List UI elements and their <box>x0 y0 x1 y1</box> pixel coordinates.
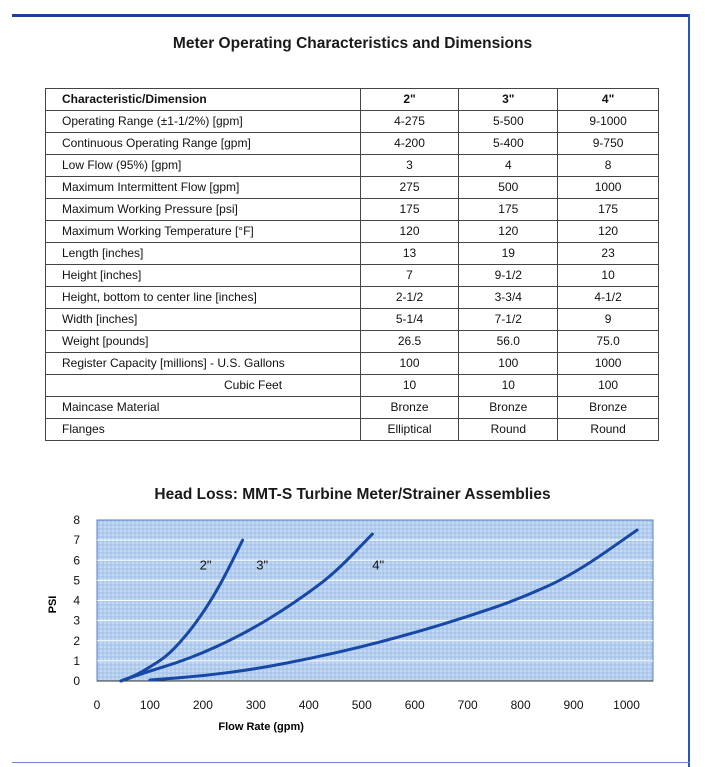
table-row <box>46 111 659 133</box>
cell-3-inch: Bronze <box>459 397 558 419</box>
cell-3-inch: 9-1/2 <box>459 265 558 287</box>
table-row <box>46 309 659 331</box>
cell-2-inch: 120 <box>360 221 459 243</box>
table-row <box>46 133 659 155</box>
cell-3-inch: 120 <box>459 221 558 243</box>
cell-4-inch: 175 <box>558 199 659 221</box>
cell-2-inch: 26.5 <box>360 331 459 353</box>
x-tick-label: 800 <box>510 698 531 712</box>
table-row <box>46 353 659 375</box>
y-tick-label: 6 <box>73 553 80 568</box>
y-tick-label: 1 <box>73 653 80 668</box>
cell-3-inch: 5-500 <box>459 111 558 133</box>
cell-2-inch: 275 <box>360 177 459 199</box>
row-label: Flanges <box>46 419 361 441</box>
row-label: Maincase Material <box>46 397 361 419</box>
x-tick-label: 0 <box>93 698 101 712</box>
row-label: Maximum Intermittent Flow [gpm] <box>46 177 361 199</box>
table-title: Meter Operating Characteristics and Dimensions <box>172 35 533 52</box>
header-2-inch: 2" <box>360 89 459 111</box>
table-row <box>46 331 659 353</box>
row-label: Continuous Operating Range [gpm] <box>46 133 361 155</box>
cell-4-inch: 120 <box>558 221 659 243</box>
x-tick-label: 200 <box>192 698 213 712</box>
cell-3-inch: 19 <box>459 243 558 265</box>
row-label: Cubic Feet <box>46 375 361 397</box>
y-tick-label: 8 <box>73 513 80 527</box>
table-row <box>46 375 659 397</box>
cell-4-inch: 75.0 <box>558 331 659 353</box>
cell-3-inch: 100 <box>459 353 558 375</box>
cell-2-inch: 10 <box>360 375 459 397</box>
header-4-inch: 4" <box>558 89 659 111</box>
cell-2-inch: 175 <box>360 199 459 221</box>
series-label: 2" <box>199 557 212 573</box>
cell-3-inch: 56.0 <box>459 331 558 353</box>
y-axis-label: PSI <box>47 595 59 614</box>
cell-4-inch: 4-1/2 <box>558 287 659 309</box>
specifications-table <box>45 88 659 441</box>
y-tick-label: 4 <box>73 593 80 608</box>
cell-3-inch: 175 <box>459 199 558 221</box>
table-row <box>46 287 659 309</box>
cell-3-inch: 4 <box>459 155 558 177</box>
table-row <box>46 155 659 177</box>
x-tick-label: 900 <box>563 698 584 712</box>
cell-4-inch: 9-750 <box>558 133 659 155</box>
x-tick-label: 1000 <box>613 698 640 712</box>
cell-3-inch: 7-1/2 <box>459 309 558 331</box>
table-row <box>46 243 659 265</box>
cell-2-inch: 100 <box>360 353 459 375</box>
bottom-border <box>12 762 690 763</box>
cell-3-inch: 3-3/4 <box>459 287 558 309</box>
row-label: Width [inches] <box>46 309 361 331</box>
cell-3-inch: Round <box>459 419 558 441</box>
cell-4-inch: 8 <box>558 155 659 177</box>
row-label: Weight [pounds] <box>46 331 361 353</box>
cell-2-inch: 5-1/4 <box>360 309 459 331</box>
x-tick-label: 400 <box>298 698 319 712</box>
y-tick-label: 3 <box>73 613 80 628</box>
x-tick-label: 500 <box>351 698 372 712</box>
y-tick-label: 7 <box>73 533 80 548</box>
cell-4-inch: 9 <box>558 309 659 331</box>
x-tick-label: 600 <box>404 698 425 712</box>
head-loss-chart <box>40 510 680 740</box>
cell-4-inch: 10 <box>558 265 659 287</box>
row-label: Operating Range (±1-1/2%) [gpm] <box>46 111 361 133</box>
x-axis-label: Flow Rate (gpm) <box>218 721 304 733</box>
row-label: Height [inches] <box>46 265 361 287</box>
row-label: Maximum Working Temperature [°F] <box>46 221 361 243</box>
row-label: Low Flow (95%) [gpm] <box>46 155 361 177</box>
row-label: Maximum Working Pressure [psi] <box>46 199 361 221</box>
x-tick-labels <box>94 698 641 712</box>
right-border <box>688 14 690 767</box>
table-row <box>46 265 659 287</box>
row-label: Height, bottom to center line [inches] <box>46 287 361 309</box>
cell-2-inch: 7 <box>360 265 459 287</box>
y-tick-label: 0 <box>73 674 80 688</box>
chart-title: Head Loss: MMT-S Turbine Meter/Strainer Assemblies <box>154 486 551 503</box>
cell-4-inch: 100 <box>558 375 659 397</box>
x-tick-label: 700 <box>457 698 478 712</box>
series-label: 4" <box>372 557 385 573</box>
row-label: Length [inches] <box>46 243 361 265</box>
x-tick-label: 100 <box>139 698 160 712</box>
cell-3-inch: 10 <box>459 375 558 397</box>
cell-3-inch: 5-400 <box>459 133 558 155</box>
row-label: Register Capacity [millions] - U.S. Gallons <box>46 353 361 375</box>
cell-2-inch: 3 <box>360 155 459 177</box>
cell-2-inch: 13 <box>360 243 459 265</box>
top-border <box>12 14 690 17</box>
cell-4-inch: Bronze <box>558 397 659 419</box>
cell-4-inch: 9-1000 <box>558 111 659 133</box>
table-header-row <box>46 89 659 111</box>
table-row <box>46 419 659 441</box>
series-label: 3" <box>256 557 269 573</box>
cell-4-inch: 1000 <box>558 353 659 375</box>
cell-2-inch: Bronze <box>360 397 459 419</box>
table-row <box>46 199 659 221</box>
table-row <box>46 397 659 419</box>
cell-3-inch: 500 <box>459 177 558 199</box>
y-tick-labels <box>73 513 80 688</box>
cell-4-inch: Round <box>558 419 659 441</box>
cell-2-inch: 2-1/2 <box>360 287 459 309</box>
cell-2-inch: 4-200 <box>360 133 459 155</box>
x-tick-label: 300 <box>245 698 266 712</box>
table-row <box>46 177 659 199</box>
y-tick-label: 2 <box>73 633 80 648</box>
cell-4-inch: 23 <box>558 243 659 265</box>
header-characteristic: Characteristic/Dimension <box>46 89 361 111</box>
cell-2-inch: 4-275 <box>360 111 459 133</box>
cell-4-inch: 1000 <box>558 177 659 199</box>
cell-2-inch: Elliptical <box>360 419 459 441</box>
table-row <box>46 221 659 243</box>
header-3-inch: 3" <box>459 89 558 111</box>
y-tick-label: 5 <box>73 573 80 588</box>
